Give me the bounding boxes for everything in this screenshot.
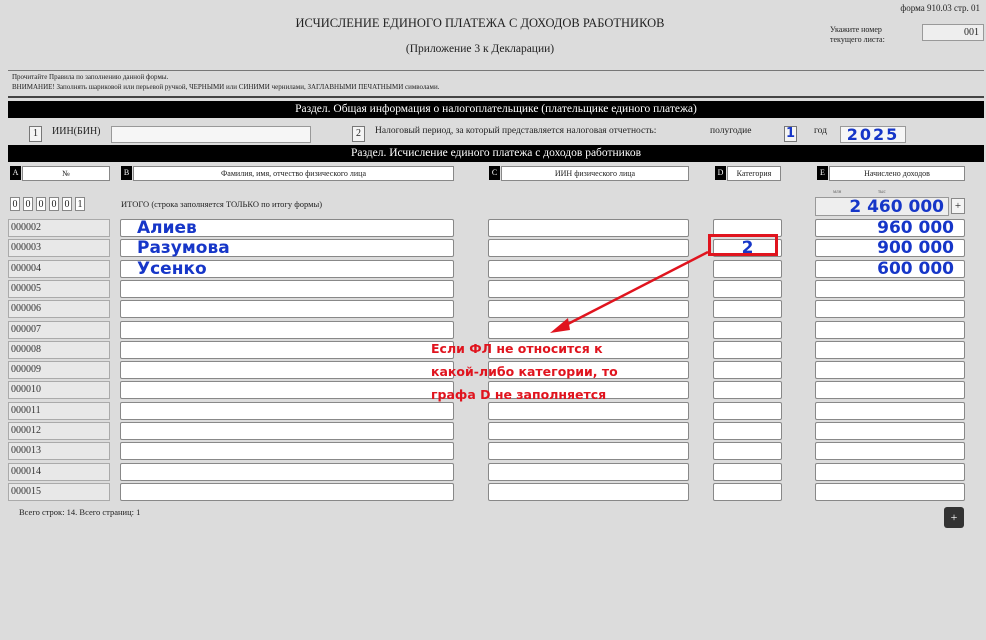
year-input[interactable]: 2025	[840, 126, 906, 143]
income-field[interactable]: 600 000	[815, 260, 965, 278]
digit-box: 1	[75, 197, 85, 211]
column-b-tag: B	[121, 166, 132, 180]
row-number: 000003	[8, 239, 110, 257]
digit-box: 0	[23, 197, 33, 211]
digit-box: 0	[49, 197, 59, 211]
column-header-iin: ИИН физического лица	[501, 166, 689, 181]
row-number: 000015	[8, 483, 110, 501]
units-mln: млн	[833, 190, 842, 195]
column-a-tag: A	[10, 166, 21, 180]
annotation-line-2: какой-либо категории, то	[431, 364, 618, 379]
income-field[interactable]: 960 000	[815, 219, 965, 237]
year-label: год	[814, 126, 827, 136]
itogo-label: ИТОГО (строка заполняется ТОЛЬКО по итогу формы)	[121, 199, 323, 209]
column-header-income: Начислено доходов	[829, 166, 965, 181]
itogo-total-field[interactable]: 2 460 000	[815, 197, 949, 216]
employee-name-field[interactable]: Алиев	[120, 219, 454, 237]
column-c-tag: C	[489, 166, 500, 180]
notice-line-1: Прочитайте Правила по заполнению данной формы.	[12, 73, 169, 81]
sheet-number-field[interactable]: 001	[922, 24, 984, 41]
row-number: 000009	[8, 361, 110, 379]
half-year-label: полугодие	[710, 126, 752, 136]
half-year-input[interactable]: 1	[785, 126, 796, 141]
row-number: 000013	[8, 442, 110, 460]
row-number: 000010	[8, 381, 110, 399]
section-2-title: Раздел. Исчисление единого платежа с доходов работников	[8, 145, 984, 162]
row-number: 000012	[8, 422, 110, 440]
employee-name-field[interactable]: Усенко	[120, 260, 454, 278]
income-field[interactable]: 900 000	[815, 239, 965, 257]
digit-box: 0	[36, 197, 46, 211]
iin-label: ИИН(БИН)	[52, 126, 101, 137]
row-number: 000005	[8, 280, 110, 298]
row-number: 000007	[8, 321, 110, 339]
column-header-category: Категория	[727, 166, 781, 181]
section-1-title: Раздел. Общая информация о налогоплательщике (плательщике единого платежа)	[8, 101, 984, 118]
row-number: 000004	[8, 260, 110, 278]
period-label: Налоговый период, за который представляется налоговая отчетность:	[375, 126, 657, 136]
category-field[interactable]: 2	[713, 239, 782, 257]
field-1-number: 1	[29, 126, 42, 142]
row-number: 000014	[8, 463, 110, 481]
column-header-number: №	[22, 166, 110, 181]
add-row-button[interactable]: +	[944, 507, 964, 528]
itogo-add-button[interactable]: +	[951, 198, 965, 214]
column-d-tag: D	[715, 166, 726, 180]
digit-box: 0	[10, 197, 20, 211]
page-title: ИСЧИСЛЕНИЕ ЕДИНОГО ПЛАТЕЖА С ДОХОДОВ РАБОТНИКОВ	[295, 16, 665, 30]
notice-line-2: ВНИМАНИЕ! Заполнять шариковой или перьевой ручкой, ЧЕРНЫМИ или СИНИМИ чернилами, ЗАГЛАВНЫМИ ПЕЧАТНЫМИ символами.	[12, 83, 440, 91]
row-number: 000006	[8, 300, 110, 318]
annotation-line-3: графа D не заполняется	[431, 387, 607, 402]
digit-box: 0	[62, 197, 72, 211]
units-thous: тыс	[878, 190, 886, 195]
column-header-name: Фамилия, имя, отчество физического лица	[133, 166, 454, 181]
row-number: 000011	[8, 402, 110, 420]
employee-name-field[interactable]: Разумова	[120, 239, 454, 257]
annotation-line-1: Если ФЛ не относится к	[431, 341, 603, 356]
form-code: форма 910.03 стр. 01	[900, 3, 980, 13]
row-number: 000008	[8, 341, 110, 359]
table-summary: Всего строк: 14. Всего страниц: 1	[19, 507, 141, 517]
column-e-tag: E	[817, 166, 828, 180]
row-number: 000002	[8, 219, 110, 237]
field-2-number: 2	[352, 126, 365, 142]
sheet-hint: Укажите номер текущего листа:	[830, 25, 885, 44]
page-subtitle: (Приложение 3 к Декларации)	[405, 43, 555, 55]
